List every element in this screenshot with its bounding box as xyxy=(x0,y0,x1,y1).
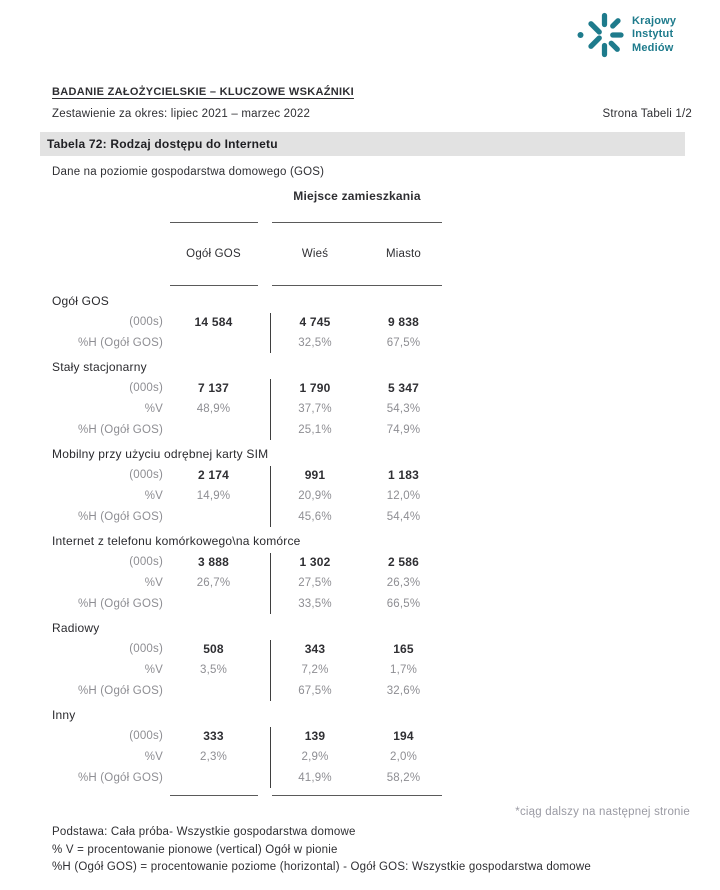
table-row xyxy=(40,747,452,768)
table-row xyxy=(40,726,452,747)
cell-rural: 4 745 xyxy=(299,315,331,329)
footnote-horizontal-pct: %H (Ogół GOS) = procentowanie poziome (horizontal) - Ogół GOS: Wszystkie gospodarstwa domowe xyxy=(52,861,591,873)
study-title: BADANIE ZAŁOŻYCIELSKIE – KLUCZOWE WSKAŹNIKI xyxy=(52,86,354,98)
column-header-total: Ogół GOS xyxy=(186,248,241,260)
table-row xyxy=(40,507,452,528)
table-row xyxy=(40,660,452,681)
data-table xyxy=(40,186,452,796)
logo-wordmark xyxy=(632,15,676,56)
table-subtitle: Dane na poziomie gospodarstwa domowego (GOS) xyxy=(52,166,325,178)
table-row xyxy=(40,486,452,507)
cell-urban: 2,0% xyxy=(389,751,417,763)
cell-rural: 25,1% xyxy=(298,424,332,436)
starburst-spark-icon xyxy=(576,8,624,62)
cell-total: 508 xyxy=(203,642,224,656)
cell-urban: 54,3% xyxy=(386,403,421,415)
table-row xyxy=(40,768,452,789)
cell-total xyxy=(165,681,262,702)
row-label: %V xyxy=(144,751,163,763)
section-inny xyxy=(40,704,452,789)
cell-urban: 12,0% xyxy=(386,490,421,502)
column-header-urban: Miasto xyxy=(385,248,422,260)
column-divider xyxy=(270,379,271,440)
row-label: (000s) xyxy=(129,730,163,742)
table-title-bar: Tabela 72: Rodzaj dostępu do Internetu xyxy=(40,132,685,156)
cell-rural: 2,9% xyxy=(301,751,329,763)
header-rule-top xyxy=(40,222,452,223)
row-label: (000s) xyxy=(129,469,163,481)
cell-total: 3 888 xyxy=(197,555,230,569)
cell-urban: 1,7% xyxy=(389,664,417,676)
cell-urban: 9 838 xyxy=(387,315,420,329)
cell-total: 2 174 xyxy=(197,468,230,482)
cell-total: 14 584 xyxy=(194,315,233,329)
column-group-header: Miejsce zamieszkania xyxy=(293,189,421,203)
cell-rural: 20,9% xyxy=(298,490,332,502)
table-sections xyxy=(40,290,452,789)
cell-urban: 32,6% xyxy=(386,685,421,697)
cell-urban: 5 347 xyxy=(387,381,420,395)
cell-rural: 33,5% xyxy=(298,598,332,610)
cell-total xyxy=(165,594,262,615)
section-title: Ogół GOS xyxy=(52,294,109,308)
page-indicator: Strona Tabeli 1/2 xyxy=(602,108,692,120)
column-divider xyxy=(270,553,271,614)
cell-urban: 194 xyxy=(393,729,414,743)
footnotes xyxy=(52,824,591,877)
logo-line-3: Mediów xyxy=(632,41,674,54)
row-label: %V xyxy=(144,577,163,589)
cell-total: 14,9% xyxy=(196,490,231,502)
column-divider xyxy=(270,727,271,788)
logo-line-2: Instytut xyxy=(632,28,674,41)
section-radiowy xyxy=(40,617,452,702)
table-row xyxy=(40,681,452,702)
section-internet-telefon xyxy=(40,530,452,615)
cell-rural: 991 xyxy=(304,468,326,482)
cell-urban: 58,2% xyxy=(386,772,421,784)
section-title: Internet z telefonu komórkowego\na komórce xyxy=(52,534,301,548)
table-row xyxy=(40,312,452,333)
column-header-rural: Wieś xyxy=(301,248,329,260)
table-row xyxy=(40,420,452,441)
cell-total: 2,3% xyxy=(199,751,227,763)
row-label: %H (Ogół GOS) xyxy=(77,511,163,523)
row-label: %V xyxy=(144,664,163,676)
period-row xyxy=(52,108,692,120)
cell-rural: 37,7% xyxy=(298,403,332,415)
section-title: Stały stacjonarny xyxy=(52,360,147,374)
table-row xyxy=(40,573,452,594)
section-mobilny-sim xyxy=(40,443,452,528)
cell-rural: 67,5% xyxy=(298,685,332,697)
cell-total: 3,5% xyxy=(199,664,227,676)
row-label: %H (Ogół GOS) xyxy=(77,772,163,784)
cell-urban: 165 xyxy=(393,642,414,656)
row-label: %V xyxy=(144,403,163,415)
cell-rural: 32,5% xyxy=(298,337,332,349)
footnote-vertical-pct: % V = procentowanie pionowe (vertical) Ogół w pionie xyxy=(52,843,338,856)
cell-urban: 74,9% xyxy=(386,424,421,436)
row-label: (000s) xyxy=(129,316,163,328)
cell-urban: 26,3% xyxy=(386,577,421,589)
cell-total xyxy=(165,507,262,528)
cell-rural: 1 790 xyxy=(299,381,331,395)
column-divider xyxy=(270,313,271,353)
kim-logo xyxy=(576,8,676,62)
cell-total xyxy=(165,420,262,441)
table-row xyxy=(40,378,452,399)
cell-rural: 1 302 xyxy=(299,555,331,569)
row-label: %H (Ogół GOS) xyxy=(77,598,163,610)
cell-urban: 54,4% xyxy=(386,511,421,523)
cell-total xyxy=(165,333,262,354)
section-staly-stacjonarny xyxy=(40,356,452,441)
cell-urban: 67,5% xyxy=(386,337,421,349)
continuation-note: *ciąg dalszy na następnej stronie xyxy=(515,806,690,818)
period-text: Zestawienie za okres: lipiec 2021 – marzec 2022 xyxy=(52,108,311,120)
section-ogol-gos xyxy=(40,290,452,354)
cell-rural: 7,2% xyxy=(301,664,329,676)
cell-rural: 45,6% xyxy=(298,511,332,523)
section-title: Mobilny przy użyciu odrębnej karty SIM xyxy=(52,447,269,461)
row-label: (000s) xyxy=(129,643,163,655)
row-label: (000s) xyxy=(129,556,163,568)
row-label: %H (Ogół GOS) xyxy=(77,685,163,697)
footnote-basis: Podstawa: Cała próba- Wszystkie gospodarstwa domowe xyxy=(52,826,356,838)
cell-total: 7 137 xyxy=(197,381,230,395)
row-label: %H (Ogół GOS) xyxy=(77,424,163,436)
table-row xyxy=(40,333,452,354)
section-title: Radiowy xyxy=(52,621,100,635)
row-label: %H (Ogół GOS) xyxy=(77,337,163,349)
logo-line-1: Krajowy xyxy=(632,14,677,27)
cell-urban: 2 586 xyxy=(387,555,420,569)
table-row xyxy=(40,399,452,420)
column-divider xyxy=(270,466,271,527)
table-row xyxy=(40,594,452,615)
cell-urban: 1 183 xyxy=(387,468,420,482)
cell-total: 26,7% xyxy=(196,577,231,589)
cell-total: 333 xyxy=(203,729,224,743)
table-row xyxy=(40,465,452,486)
header-rule-bottom xyxy=(40,285,452,286)
section-title: Inny xyxy=(52,708,76,722)
cell-rural: 27,5% xyxy=(298,577,332,589)
cell-urban: 66,5% xyxy=(386,598,421,610)
table-row xyxy=(40,639,452,660)
column-headers xyxy=(40,243,452,265)
table-rule-end xyxy=(40,795,452,796)
cell-rural: 41,9% xyxy=(298,772,332,784)
row-label: %V xyxy=(144,490,163,502)
cell-rural: 343 xyxy=(304,642,326,656)
column-divider xyxy=(270,640,271,701)
cell-total: 48,9% xyxy=(196,403,231,415)
cell-rural: 139 xyxy=(304,729,326,743)
cell-total xyxy=(165,768,262,789)
table-row xyxy=(40,552,452,573)
row-label: (000s) xyxy=(129,382,163,394)
